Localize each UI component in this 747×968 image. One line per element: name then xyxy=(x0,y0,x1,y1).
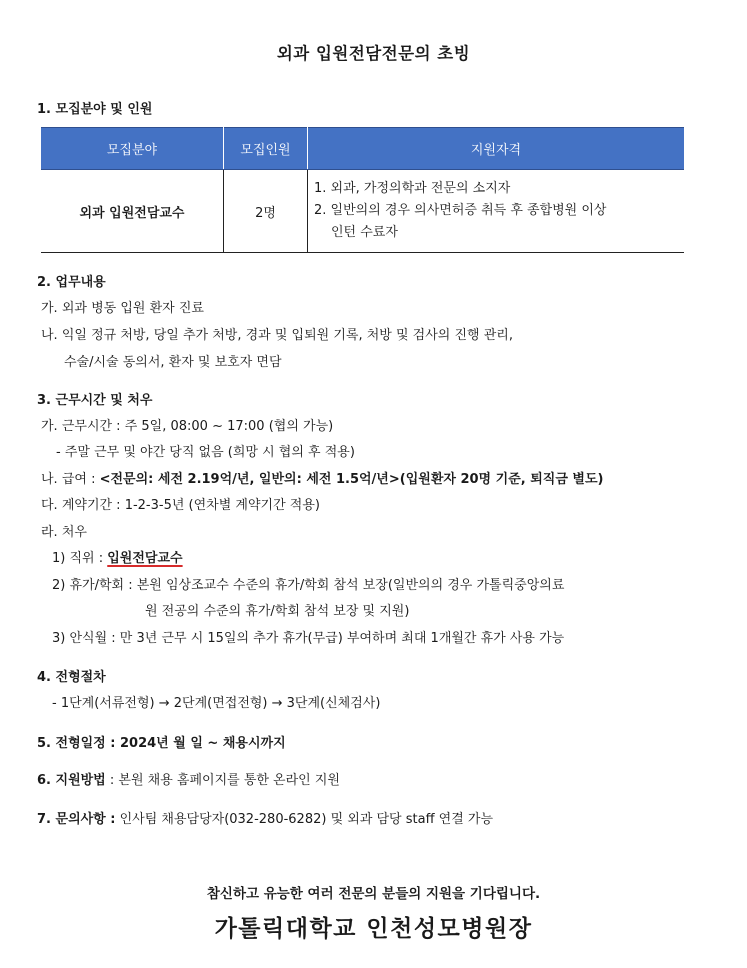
qualification-2-cont: 인턴 수료자 xyxy=(331,225,398,240)
section-3-heading: 3. 근무시간 및 처우 xyxy=(37,393,153,408)
salary-item xyxy=(41,468,603,487)
document-title: 외과 입원전담전문의 초빙 xyxy=(276,44,471,63)
position-value: 입원전담교수 xyxy=(107,551,183,566)
section-7 xyxy=(37,808,493,827)
section-5-heading: 5. 전형일정 : 2024년 월 일 ~ 채용시까지 xyxy=(37,736,286,751)
treatment-position xyxy=(52,547,183,566)
table-header-qualification: 지원자격 xyxy=(308,128,685,170)
treatment-leave-cont: 원 전공의 수준의 휴가/학회 참석 보장 및 지원) xyxy=(145,604,410,619)
section-1-heading: 1. 모집분야 및 인원 xyxy=(37,102,153,117)
position-label: 1) 직위 : xyxy=(52,551,108,566)
section-7-value: 인사팀 채용담당자(032-280-6282) 및 외과 담당 staff 연결 가능 xyxy=(115,812,494,827)
duty-item-na-cont: 수술/시술 동의서, 환자 및 보호자 면담 xyxy=(64,355,282,370)
section-6 xyxy=(37,769,340,788)
cell-field: 외과 입원전담교수 xyxy=(41,170,224,253)
section-4-heading: 4. 전형절차 xyxy=(37,670,106,685)
treatment-sabbatical: 3) 안식월 : 만 3년 근무 시 15일의 추가 휴가(무급) 부여하며 최대 1개월간 휴가 사용 가능 xyxy=(52,631,565,646)
hours-sub-item: - 주말 근무 및 야간 당직 없음 (희망 시 협의 후 적용) xyxy=(56,445,355,460)
table-row xyxy=(41,170,684,253)
duty-item-na: 나. 익일 정규 처방, 당일 추가 처방, 경과 및 입퇴원 기록, 처방 및 검사의 진행 관리, xyxy=(41,328,513,343)
qualification-1: 1. 외과, 가정의학과 전문의 소지자 xyxy=(314,181,511,196)
section-2-heading: 2. 업무내용 xyxy=(37,275,106,290)
recruitment-table xyxy=(41,127,684,253)
salary-value: <전문의: 세전 2.19억/년, 일반의: 세전 1.5억/년>(입원환자 20명 기준, 퇴직금 별도) xyxy=(99,472,604,487)
salary-label: 나. 급여 : xyxy=(41,472,100,487)
duty-item-ga: 가. 외과 병동 입원 환자 진료 xyxy=(41,301,204,316)
hours-item: 가. 근무시간 : 주 5일, 08:00 ~ 17:00 (협의 가능) xyxy=(41,419,334,434)
treatment-leave: 2) 휴가/학회 : 본원 임상조교수 수준의 휴가/학회 참석 보장(일반의의 경우 가톨릭중앙의료 xyxy=(52,578,565,593)
cell-count: 2명 xyxy=(224,170,308,253)
signature: 가톨릭대학교 인천성모병원장 xyxy=(214,916,533,942)
closing-message: 참신하고 유능한 여러 전문의 분들의 지원을 기다립니다. xyxy=(206,886,541,902)
treatment-item: 라. 처우 xyxy=(41,525,87,540)
section-7-heading: 7. 문의사항 : xyxy=(37,812,116,827)
table-header-row xyxy=(41,128,684,170)
section-6-heading: 6. 지원방법 xyxy=(37,773,106,788)
section-6-value: : 본원 채용 홈페이지를 통한 온라인 지원 xyxy=(105,773,340,788)
contract-item: 다. 계약기간 : 1-2-3-5년 (연차별 계약기간 적용) xyxy=(41,498,320,513)
qualification-2: 2. 일반의의 경우 의사면허증 취득 후 종합병원 이상 xyxy=(314,203,607,218)
selection-steps: - 1단계(서류전형) → 2단계(면접전형) → 3단계(신체검사) xyxy=(52,696,381,711)
table-header-count: 모집인원 xyxy=(224,128,308,170)
table-header-field: 모집분야 xyxy=(41,128,224,170)
cell-qualification xyxy=(308,170,685,253)
